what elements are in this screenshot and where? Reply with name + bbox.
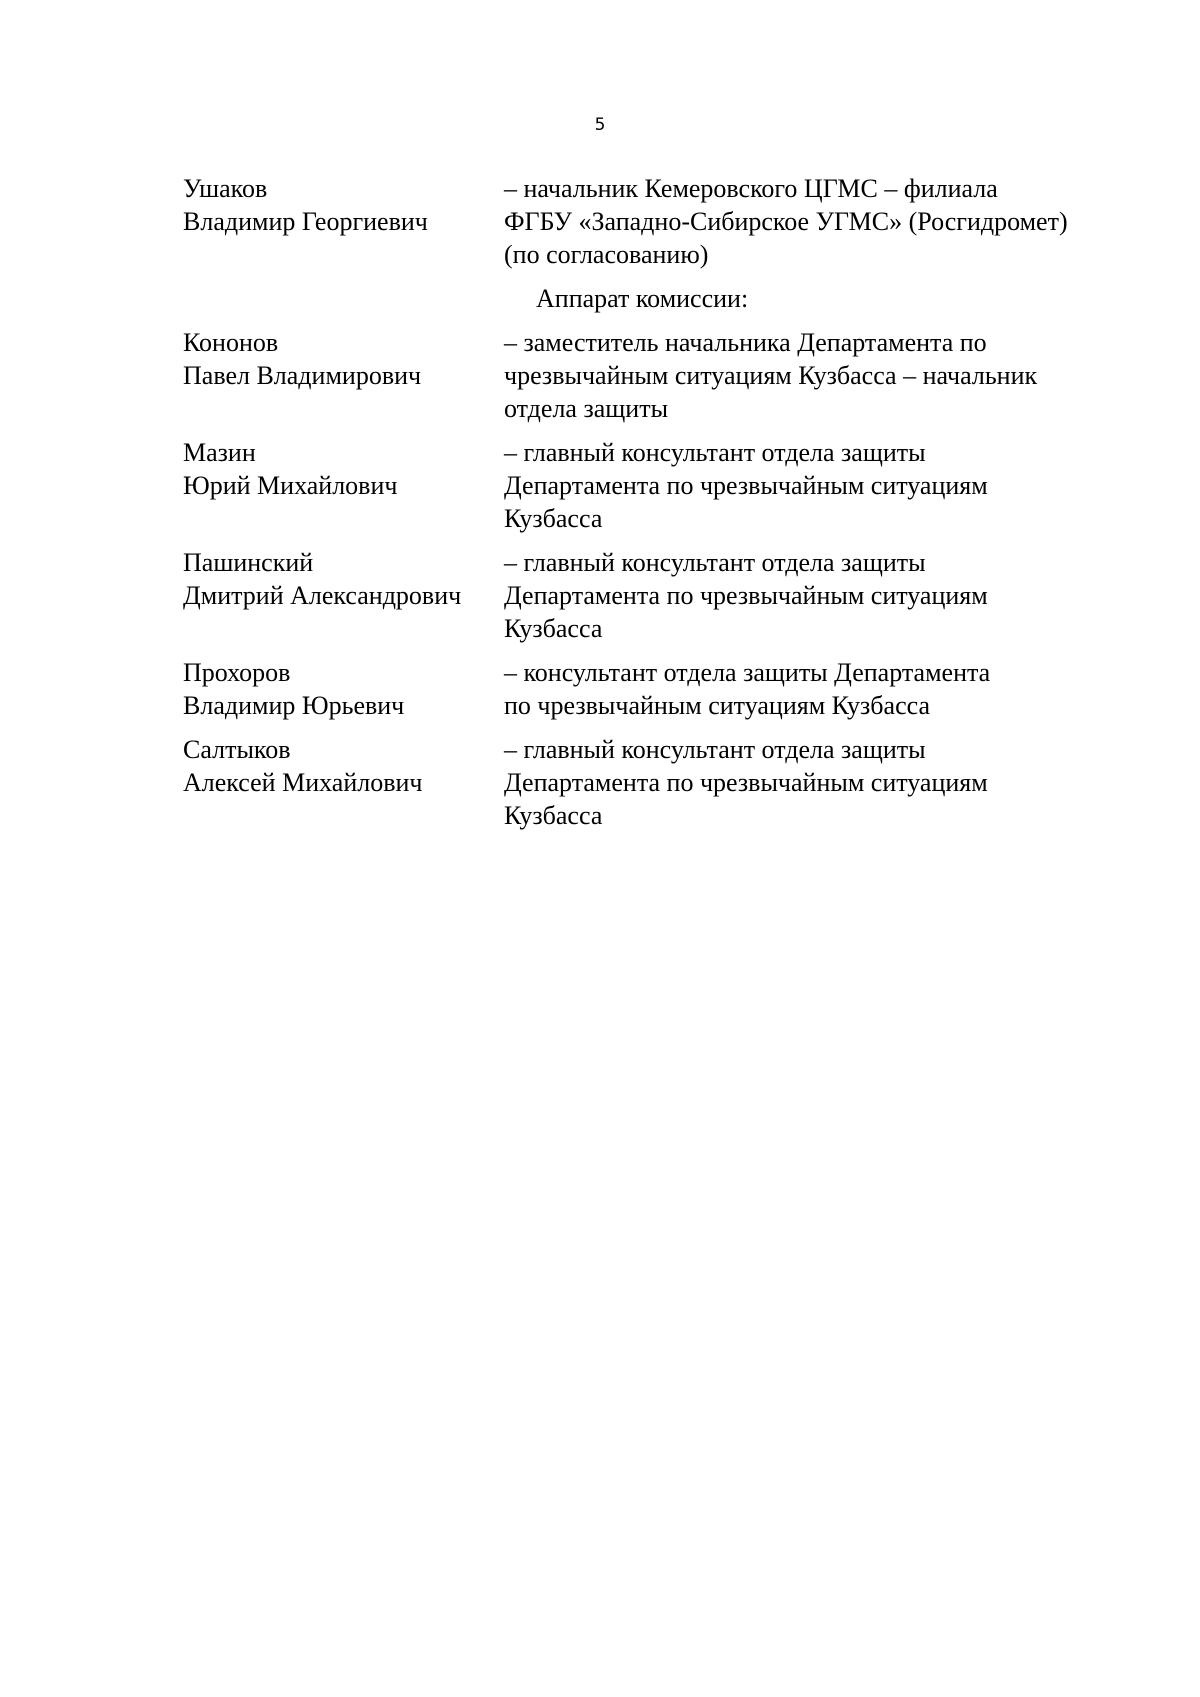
commission-member-list <box>183 172 1143 843</box>
member-role <box>504 656 1143 722</box>
member-role-line: Департамента по чрезвычайным ситуациям <box>504 471 988 500</box>
member-role-line: – главный консультант отдела защиты <box>504 548 926 577</box>
member-role-line: – консультант отдела защиты Департамента <box>504 658 991 687</box>
member-given-names: Юрий Михайлович <box>183 471 398 500</box>
member-name <box>183 656 504 722</box>
member-role-line: Кузбасса <box>504 504 603 533</box>
member-role <box>504 546 1143 645</box>
member-role-line: отдела защиты <box>504 394 669 423</box>
member-given-names: Владимир Юрьевич <box>183 691 405 720</box>
member-role <box>504 436 1143 535</box>
member-entry <box>183 172 1143 271</box>
member-role-line: – главный консультант отдела защиты <box>504 735 926 764</box>
member-given-names: Владимир Георгиевич <box>183 207 428 236</box>
member-given-names: Павел Владимирович <box>183 361 422 390</box>
member-role <box>504 326 1143 425</box>
member-surname: Кононов <box>183 328 279 357</box>
member-role <box>504 733 1143 832</box>
section-heading: Аппарат комиссии: <box>536 284 749 313</box>
member-entry <box>183 656 1143 722</box>
member-entry <box>183 546 1143 645</box>
member-role-line: Департамента по чрезвычайным ситуациям <box>504 768 988 797</box>
member-name <box>183 546 504 645</box>
member-role-line: – начальник Кемеровского ЦГМС – филиала <box>504 174 998 203</box>
member-entry <box>183 436 1143 535</box>
member-role-line: чрезвычайным ситуациям Кузбасса – начальник <box>504 361 1038 390</box>
member-role-line: – заместитель начальника Департамента по <box>504 328 987 357</box>
member-role-line: – главный консультант отдела защиты <box>504 438 926 467</box>
page-number: 5 <box>594 115 606 135</box>
member-surname: Салтыков <box>183 735 291 764</box>
member-name <box>183 436 504 535</box>
member-surname: Прохоров <box>183 658 291 687</box>
member-given-names: Алексей Михайлович <box>183 768 423 797</box>
member-name <box>183 172 504 271</box>
member-role <box>504 172 1143 271</box>
member-role-line: Кузбасса <box>504 614 603 643</box>
member-role-line: по чрезвычайным ситуациям Кузбасса <box>504 691 931 720</box>
member-surname: Мазин <box>183 438 256 467</box>
member-name <box>183 326 504 425</box>
member-role-line: Департамента по чрезвычайным ситуациям <box>504 581 988 610</box>
member-role-line: Кузбасса <box>504 801 603 830</box>
member-entry <box>183 733 1143 832</box>
member-surname: Ушаков <box>183 174 268 203</box>
member-given-names: Дмитрий Александрович <box>183 581 462 610</box>
member-entry <box>183 326 1143 425</box>
member-surname: Пашинский <box>183 548 314 577</box>
member-role-line: (по согласованию) <box>504 240 709 269</box>
member-role-line: ФГБУ «Западно-Сибирское УГМС» (Росгидромет) <box>504 207 1068 236</box>
member-name <box>183 733 504 832</box>
